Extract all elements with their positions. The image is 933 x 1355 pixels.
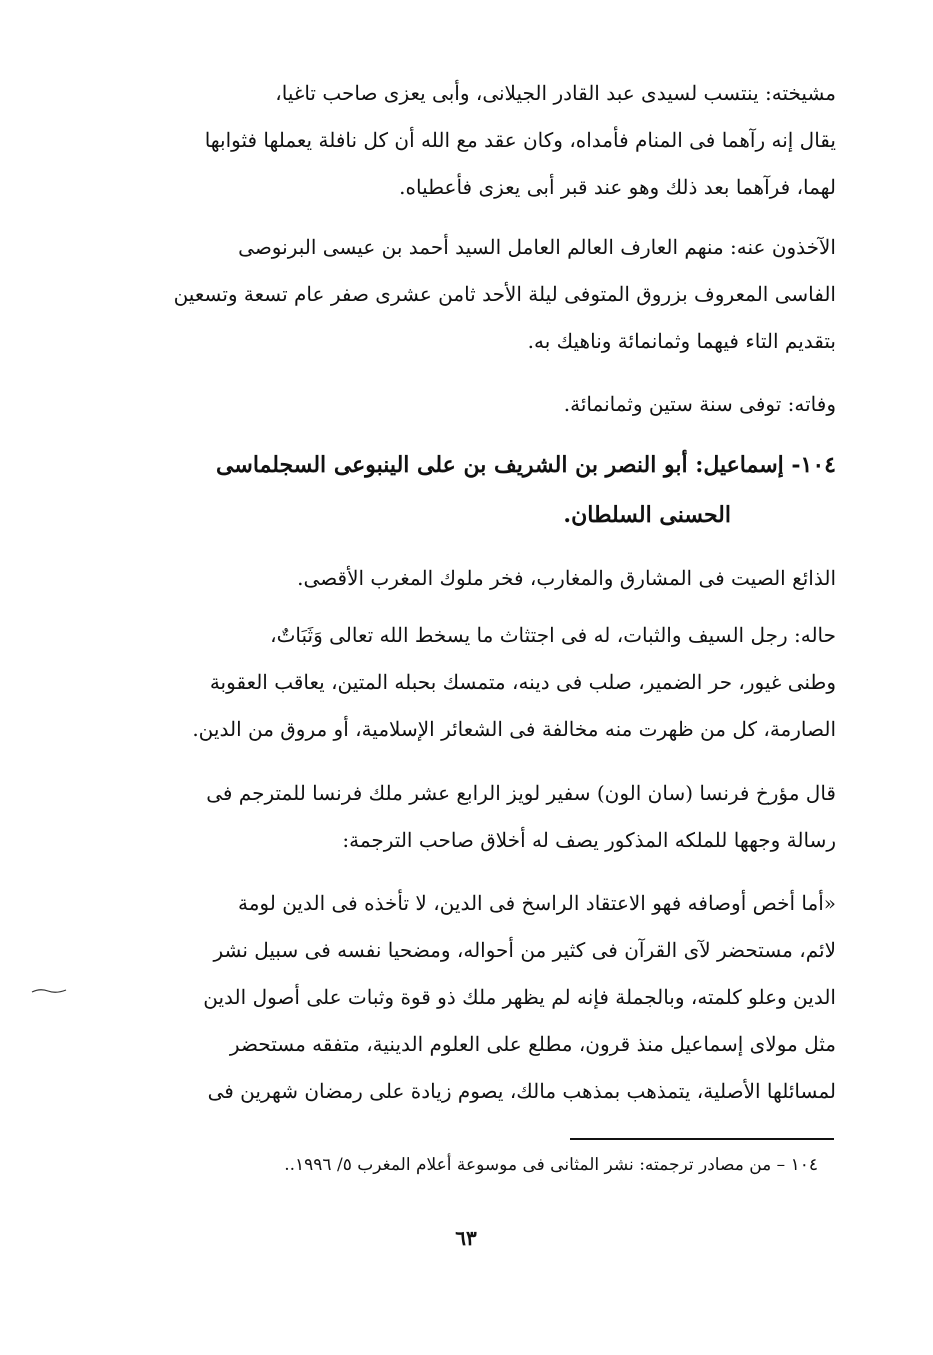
text-line: الذائع الصيت فى المشارق والمغارب، فخر ملوك المغرب الأقصى. xyxy=(297,566,836,590)
paragraph-haluh xyxy=(96,612,836,753)
text-line: حاله: رجل السيف والثبات، له فى اجتثاث ما يسخط الله تعالى وَثَبَاتٌ، xyxy=(270,623,836,647)
paragraph-daaie xyxy=(96,555,836,602)
text-line: بتقديم التاء فيهما وثمانمائة وناهيك به. xyxy=(527,329,836,353)
text-line: لمسائلها الأصلية، يتمذهب بمذهب مالك، يصوم زيادة على رمضان شهرين فى xyxy=(207,1079,836,1103)
text-line: «أما أخص أوصافه فهو الاعتقاد الراسخ فى الدين، لا تأخذه فى الدين لومة xyxy=(237,891,836,915)
paragraph-qal xyxy=(96,770,836,864)
paragraph-wafat xyxy=(96,381,836,428)
text-line: مشيخته: ينتسب لسيدى عبد القادر الجيلانى، وأبى يعزى صاحب تاغيا، xyxy=(275,81,836,105)
paragraph-akhidhun xyxy=(96,224,836,365)
page-number: ٦٣ xyxy=(455,1226,477,1250)
heading-line: الحسنى السلطان. xyxy=(563,502,731,528)
text-line: وفاته: توفى سنة ستين وثمانمائة. xyxy=(563,392,836,416)
text-line: الآخذون عنه: منهم العارف العالم العامل السيد أحمد بن عيسى البرنوصى xyxy=(238,235,836,259)
paragraph-quote xyxy=(96,880,836,1115)
text-line: لائم، مستحضر لآى القرآن فى كثير من أحواله، ومضحيا نفسه فى سبيل نشر xyxy=(213,938,836,962)
text-line: لهما، فرآهما بعد ذلك وهو عند قبر أبى يعزى فأعطياه. xyxy=(399,175,836,199)
text-line: رسالة وجهها للملكه المذكور يصف له أخلاق صاحب الترجمة: xyxy=(342,828,836,852)
text-line: قال مؤرخ فرنسا (سان الون) سفير لويز الرابع عشر ملك فرنسا للمترجم فى xyxy=(206,781,836,805)
entry-heading xyxy=(96,440,836,540)
heading-line: ١٠٤- إسماعيل: أبو النصر بن الشريف بن على الينبوعى السجلماسى xyxy=(216,452,836,478)
footnote: ١٠٤ – من مصادر ترجمته: نشر المثانى فى موسوعة أعلام المغرب ٥/ ١٩٩٦.. xyxy=(284,1155,818,1175)
text-line: يقال إنه رآهما فى المنام فأمداه، وكان عقد مع الله أن كل نافلة يعملها فثوابها xyxy=(204,128,836,152)
paragraph-mashyakha xyxy=(96,70,836,211)
footnote-divider xyxy=(570,1138,834,1140)
margin-scribble xyxy=(30,980,70,988)
text-line: الفاسى المعروف بزروق المتوفى ليلة الأحد ثامن عشرى صفر عام تسعة وتسعين xyxy=(173,282,836,306)
text-line: الصارمة، كل من ظهرت منه مخالفة فى الشعائر الإسلامية، أو مروق من الدين. xyxy=(192,717,836,741)
text-line: وطنى غيور، حر الضمير، صلب فى دينه، متمسك بحبله المتين، يعاقب العقوبة xyxy=(209,670,836,694)
text-line: الدين وعلو كلمته، وبالجملة فإنه لم يظهر ملك ذو قوة وثبات على أصول الدين xyxy=(203,985,836,1009)
text-line: مثل مولاى إسماعيل منذ قرون، مطلع على العلوم الدينية، متفقه مستحضر xyxy=(229,1032,836,1056)
